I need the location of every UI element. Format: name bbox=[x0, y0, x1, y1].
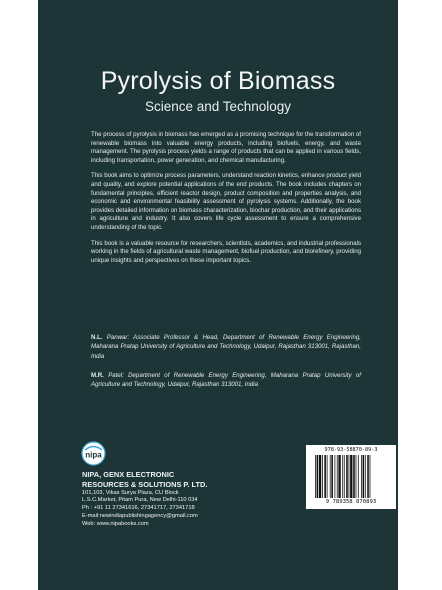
logo-text: nipa bbox=[85, 450, 102, 460]
barcode-bar bbox=[356, 455, 357, 498]
barcode-bar bbox=[327, 455, 328, 498]
publisher-phone: Ph : +91 11 27341616, 27341717, 27341718 bbox=[82, 505, 195, 512]
isbn-barcode bbox=[306, 445, 396, 509]
barcode-bar bbox=[331, 455, 333, 498]
back-cover bbox=[38, 0, 398, 590]
barcode-bars bbox=[314, 455, 392, 498]
barcode-bar bbox=[353, 455, 355, 498]
barcode-bar bbox=[319, 455, 321, 498]
publisher-name: NIPA, GENX ELECTRONIC bbox=[82, 470, 175, 479]
barcode-bar bbox=[315, 455, 316, 498]
barcode-bar bbox=[344, 455, 345, 498]
barcode-bar bbox=[365, 455, 366, 498]
book-subtitle: Science and Technology bbox=[144, 99, 292, 114]
publisher-website: Web: www.nipabooks.com bbox=[82, 520, 149, 527]
barcode-bar bbox=[337, 455, 338, 498]
barcode-bar bbox=[358, 455, 359, 498]
author-bio bbox=[91, 371, 361, 390]
publisher-name-cont: RESOURCES & SOLUTIONS P. LTD. bbox=[82, 479, 208, 489]
book-title: Pyrolysis of Biomass bbox=[100, 67, 336, 95]
barcode-bar bbox=[338, 455, 340, 498]
barcode-bar bbox=[330, 455, 331, 498]
description-paragraph: The process of pyrolysis in biomass has emerged as a promising technique for the transformation of renewable biomass into valuable energy products, including biofuels, energy, and waste management. The pyrolysis process yields a range of products that can be applied in various fields, including transportation, power generation, and chemical manufacturing. bbox=[91, 131, 361, 164]
publisher-logo bbox=[81, 441, 106, 466]
barcode-bar bbox=[363, 455, 365, 498]
author-details: Patel: Department of Renewable Energy Engineering, Maharana Pratap University of Agriculture and Technology, Udaipur, Rajasthan 313001, India bbox=[91, 371, 361, 389]
description-paragraph: This book is a valuable resource for researchers, scientists, academics, and industrial professionals working in the fields of agricultural waste management, biofuel production, and biorefinery, providing unique insights and perspectives on these important topics. bbox=[91, 239, 361, 264]
barcode-bar bbox=[322, 455, 323, 498]
publisher-address: 101,103, Vikas Surya Plaza, CU Block bbox=[82, 489, 179, 496]
author-bios bbox=[91, 333, 361, 399]
book-description bbox=[91, 131, 361, 272]
publisher-address: L.S.C.Market, Pitam Pura, New Delhi-110 034 bbox=[82, 497, 198, 504]
barcode-bar bbox=[346, 455, 348, 498]
barcode-bar bbox=[361, 455, 362, 498]
barcode-bar bbox=[335, 455, 336, 498]
barcode-bar bbox=[370, 455, 371, 498]
author-name: N.L. bbox=[91, 334, 103, 341]
isbn-number: 978-93-58870-89-3 bbox=[324, 447, 378, 453]
author-name: M.R. bbox=[91, 371, 104, 379]
description-paragraph: This book aims to optimize process parameters, understand reaction kinetics, enhance product yield and quality, and explore potential applications of the end products. The book includes chapters on fundamental principles, efficient reactor design, product composition and properties analysis, and economic and environmental feasibility assessment of pyrolysis systems. Additionally, the book provides detailed information on biomass characterization, biochar production, and their applications in agriculture and industry. It also covers life cycle assessment to ensure a comprehensive understanding of the topic. bbox=[91, 172, 361, 231]
barcode-bar bbox=[367, 455, 369, 498]
barcode-bar bbox=[324, 455, 326, 498]
barcode-bar bbox=[317, 455, 319, 498]
barcode-bar bbox=[350, 455, 352, 498]
publisher-info bbox=[82, 470, 312, 529]
author-bio bbox=[91, 333, 361, 361]
author-details: Panwar: Associate Professor & Head, Department of Renewable Energy Engineering, Maharana Pratap University of Agriculture and Technology, Udaipur, Rajasthan 313001, Rajasthan, India bbox=[91, 334, 361, 360]
barcode-bar bbox=[349, 455, 350, 498]
barcode-bar bbox=[342, 455, 343, 498]
barcode-digits: 9 789358 870893 bbox=[325, 499, 377, 505]
publisher-email: E-mail:newindiapublishingagency@gmail.com bbox=[82, 512, 198, 519]
